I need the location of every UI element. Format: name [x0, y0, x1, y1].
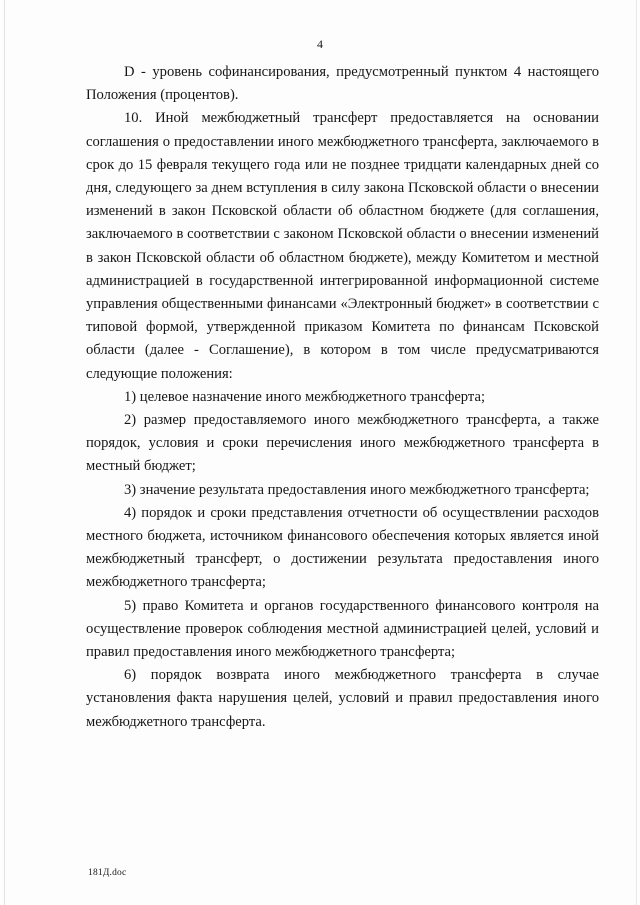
paragraph-10: 10. Иной межбюджетный трансферт предоставляется на основании соглашения о предоставлении иного межбюджетного трансферта, заключаемого в срок до 15 февраля текущего года или не позднее тридцати календарных дней со дня, следующего за днем вступления в силу закона Псковской области о внесении изменений в закон Псковской области об областном бюджете (для соглашения, заключаемого в соответствии с законом Псковской области о внесении изменений в закон Псковской области об областном бюджете), между Комитетом и местной администрацией в государственной интегрированной информационной системе управления общественными финансами «Электронный бюджет» в соответствии с типовой формой, утвержденной приказом Комитета по финансам Псковской области (далее - Соглашение), в котором в том числе предусматриваются следующие положения: [86, 110, 599, 382]
scan-edge-right [636, 0, 637, 905]
page-number: 4 [317, 37, 323, 51]
document-body [86, 61, 599, 734]
list-item-6: 6) порядок возврата иного межбюджетного трансферта в случае установления факта нарушения целей, условий и правил предоставления иного межбюджетного трансферта. [86, 667, 599, 730]
footer-filename: 181Д.doc [88, 868, 127, 878]
list-item-2: 2) размер предоставляемого иного межбюджетного трансферта, а также порядок, условия и сроки перечисления иного межбюджетного трансферта в местный бюджет; [86, 412, 599, 475]
list-item-1: 1) целевое назначение иного межбюджетного трансферта; [124, 388, 486, 405]
scan-edge-left [4, 0, 5, 905]
list-item-5: 5) право Комитета и органов государственного финансового контроля на осуществление проверок соблюдения местной администрацией целей, условий и правил предоставления иного межбюджетного трансферта; [86, 597, 599, 661]
paragraph-d-definition: D - уровень софинансирования, предусмотренный пунктом 4 настоящего Положения (процентов). [86, 64, 599, 104]
list-item-4: 4) порядок и сроки представления отчетности об осуществлении расходов местного бюджета, источником финансового обеспечения которых является иной межбюджетный трансферт, о достижении результата предоставления иного межбюджетного трансферта; [86, 504, 599, 591]
list-item-3: 3) значение результата предоставления иного межбюджетного трансферта; [124, 481, 590, 498]
